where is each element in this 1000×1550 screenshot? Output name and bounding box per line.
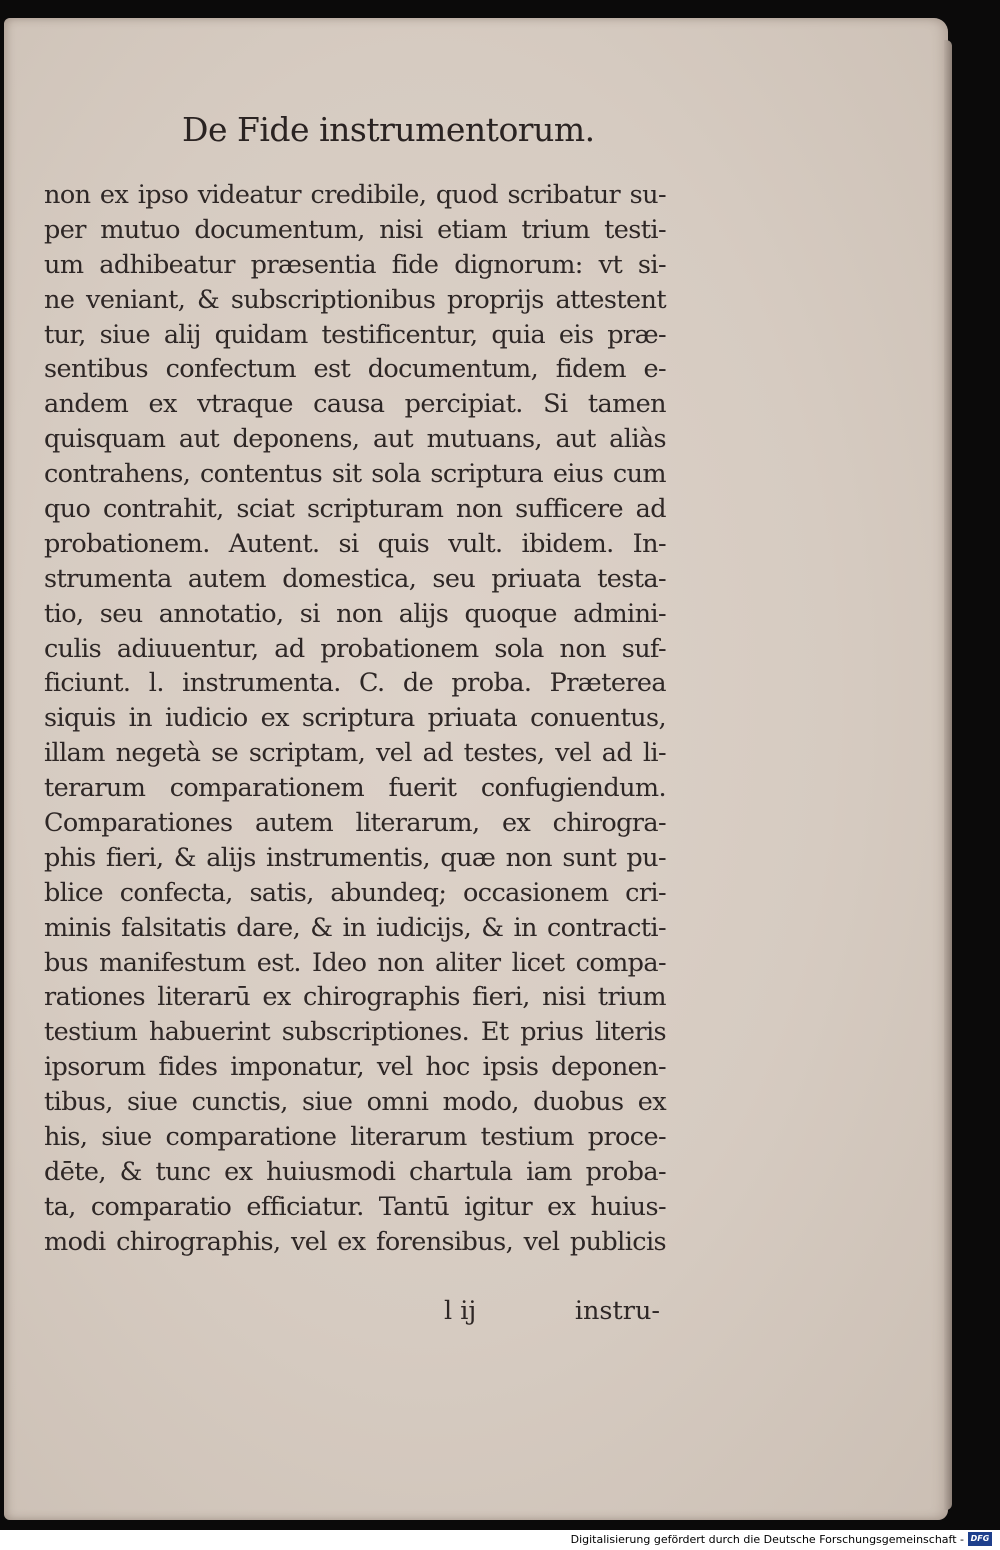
running-head: De Fide instrumentorum.	[182, 110, 595, 149]
text-line: modi chirographis, vel ex forensibus, vel publicis	[44, 1226, 666, 1257]
text-line: ta, comparatio efficiatur. Tantū igitur ex huius-	[44, 1191, 666, 1222]
text-line: bus manifestum est. Ideo non aliter licet compa-	[44, 947, 666, 978]
signature-mark: l ij	[444, 1296, 477, 1326]
text-line: tibus, siue cunctis, siue omni modo, duobus ex	[44, 1087, 666, 1118]
text-line: ficiunt. l. instrumenta. C. de proba. Præterea	[44, 668, 666, 699]
text-line: per mutuo documentum, nisi etiam trium testi-	[44, 214, 666, 245]
text-line: Comparationes autem literarum, ex chirogra-	[44, 808, 666, 839]
text-line: testium habuerint subscriptiones. Et prius literis	[44, 1017, 666, 1048]
text-line: ne veniant, & subscriptionibus proprijs attestent	[44, 284, 666, 315]
text-line: probationem. Autent. si quis vult. ibidem. In-	[44, 528, 666, 559]
text-line: strumenta autem domestica, seu priuata testa-	[44, 563, 666, 594]
dfg-logo: DFG	[968, 1532, 992, 1546]
text-line: rationes literarū ex chirographis fieri, nisi trium	[44, 982, 666, 1013]
text-line: culis adiuuentur, ad probationem sola non suf-	[44, 633, 666, 664]
text-line: non ex ipso videatur credibile, quod scribatur su-	[44, 180, 666, 210]
text-line: minis falsitatis dare, & in iudicijs, & in contracti-	[44, 912, 666, 943]
text-line: um adhibeatur præsentia fide dignorum: vt si-	[44, 249, 666, 280]
page-footer-marks	[44, 1296, 666, 1336]
catchword: instru-	[574, 1296, 660, 1326]
text-line: andem ex vtraque causa percipiat. Si tamen	[44, 389, 666, 420]
text-line: siquis in iudicio ex scriptura priuata conuentus,	[44, 703, 666, 734]
text-line: contrahens, contentus sit sola scriptura eius cum	[44, 459, 666, 490]
body-text	[44, 178, 666, 1260]
footer-credit: Digitalisierung gefördert durch die Deutsche Forschungsgemeinschaft -	[570, 1533, 964, 1546]
text-line: sentibus confectum est documentum, fidem e-	[44, 354, 666, 385]
text-line: tur, siue alij quidam testificentur, quia eis præ-	[44, 319, 666, 350]
text-line: his, siue comparatione literarum testium proce-	[44, 1122, 666, 1153]
text-line: illam negetà se scriptam, vel ad testes, vel ad li-	[44, 738, 666, 769]
text-line: tio, seu annotatio, si non alijs quoque admini-	[44, 598, 666, 629]
text-line: terarum comparationem fuerit confugiendum.	[44, 773, 666, 804]
page-edge	[944, 40, 952, 1510]
text-line: phis fieri, & alijs instrumentis, quæ non sunt pu-	[44, 842, 666, 873]
text-line: dēte, & tunc ex huiusmodi chartula iam proba-	[44, 1156, 666, 1187]
text-line: ipsorum fides imponatur, vel hoc ipsis deponen-	[44, 1052, 666, 1083]
text-line: quisquam aut deponens, aut mutuans, aut aliàs	[44, 424, 666, 455]
text-line: blice confecta, satis, abundeq; occasionem cri-	[44, 877, 666, 908]
text-line: quo contrahit, sciat scripturam non sufficere ad	[44, 494, 666, 525]
